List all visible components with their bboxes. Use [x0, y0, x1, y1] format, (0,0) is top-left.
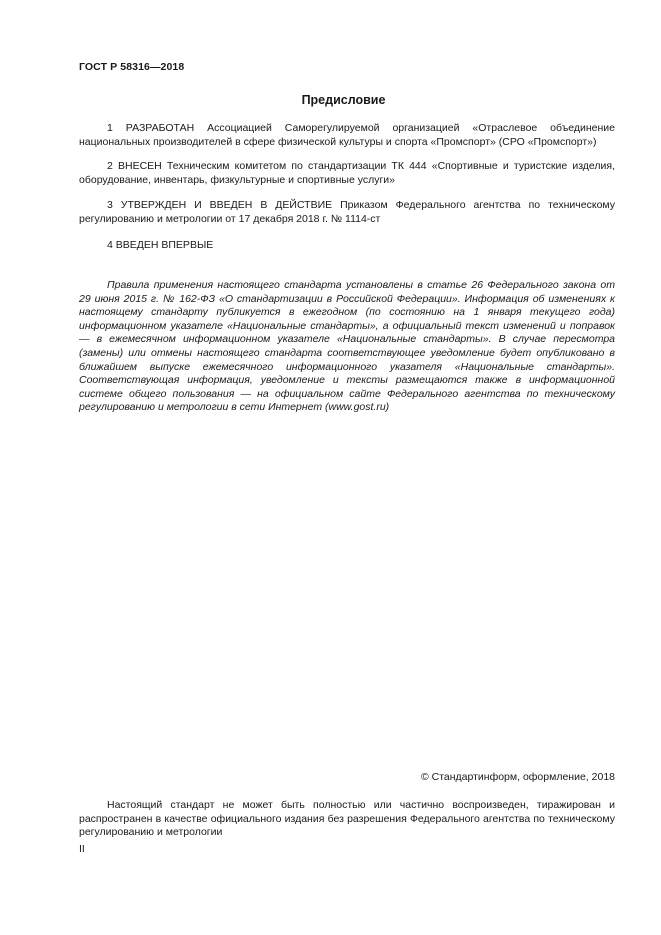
document-header: ГОСТ Р 58316—2018: [79, 61, 185, 73]
paragraph-first-introduced: 4 ВВЕДЕН ВПЕРВЫЕ: [107, 239, 214, 251]
page-title: Предисловие: [301, 93, 386, 107]
application-rules-note: Правила применения настоящего стандарта установлены в статье 26 Федерального закона от 29 июня 2015 г. № 162-ФЗ «О стандартизации в Российской Федерации». Информация об изменениях к настоящему стандарту публикуется в ежегодном (по состоянию на 1 января текущего года) информационном указателе «Национальные стандарты», а официальный текст изменений и поправок — в ежемесячном информационном указателе «Национальные стандарты». В случае пересмотра (замены) или отмены настоящего стандарта соответствующее уведомление будет опубликовано в ближайшем выпуске ежемесячного информационного указателя «Национальные стандарты». Соответствующая информация, уведомление и тексты размещаются также в информационной системе общего пользования — на официальном сайте Федерального агентства по техническому регулированию и метрологии в сети Интернет (www.gost.ru): [79, 279, 615, 414]
paragraph-introduced-by: 2 ВНЕСЕН Техническим комитетом по стандартизации ТК 444 «Спортивные и туристские изделия, оборудование, инвентарь, физкультурные и спортивные услуги»: [79, 160, 615, 186]
paragraph-developed-by: 1 РАЗРАБОТАН Ассоциацией Саморегулируемой организацией «Отраслевое объединение национальных производителей в сфере физической культуры и спорта «Промспорт» (СРО «Промспорт»): [79, 122, 615, 148]
page-number: II: [79, 843, 85, 855]
paragraph-approved: 3 УТВЕРЖДЕН И ВВЕДЕН В ДЕЙСТВИЕ Приказом Федерального агентства по техническому регулированию и метрологии от 17 декабря 2018 г. № 1114-ст: [79, 199, 615, 225]
copyright-line: © Стандартинформ, оформление, 2018: [420, 771, 615, 783]
reproduction-notice: Настоящий стандарт не может быть полностью или частично воспроизведен, тиражирован и распространен в качестве официального издания без разрешения Федерального агентства по техническому регулированию и метрологии: [79, 799, 615, 838]
